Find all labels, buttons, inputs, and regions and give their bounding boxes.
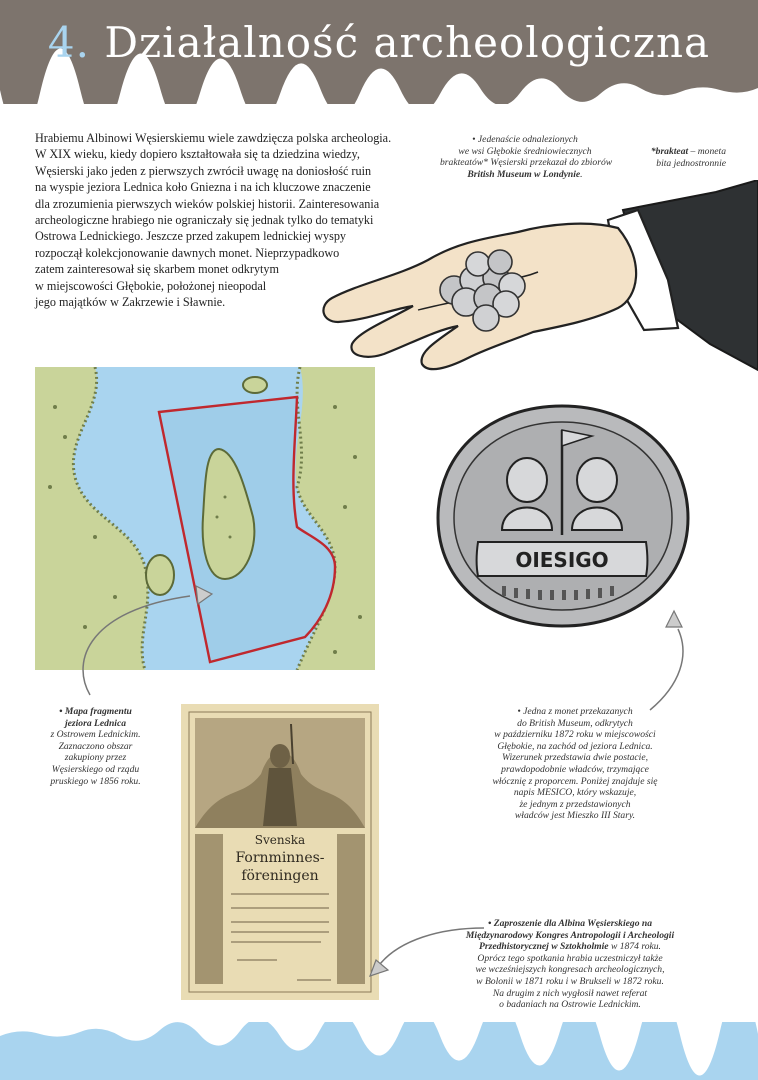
brakteat-footnote: *brakteat – moneta bita jednostronnie — [650, 146, 726, 169]
svg-text:Fornminnes-: Fornminnes- — [235, 850, 325, 866]
invitation-caption: • Zaproszenie dla Albina Węsierskiego na Międzynarodowy Kongres Antropologii i Archeologii Przedhistorycznej w Sztokholmie w 1874 roku. Oprócz tego spotkania hrabia uczestniczył także we wcześniejszych kongresach archeologicznych, w Bolonii w 1871 roku i w Brukseli w 1872 roku. Na drugim z nich wygłosił nawet referat o badaniach na Ostrowie Lednickim. — [465, 918, 675, 1011]
section-title: Działalność archeologiczna — [104, 18, 711, 67]
svg-text:Svenska: Svenska — [254, 833, 306, 847]
intro-line: Węsierski jako jeden z pierwszych zwrócił uwagę na doniosłość ruin — [35, 163, 372, 178]
footer-wave — [0, 1022, 758, 1080]
svg-text:föreningen: föreningen — [241, 868, 319, 884]
intro-line: zatem zainteresował się skarbem monet odkrytym — [35, 262, 280, 277]
intro-line: dla zrozumienia pierwszych wieków polskiej historii. Zainteresowania — [35, 196, 380, 211]
mesico-coin-illustration — [432, 400, 694, 632]
page-title — [0, 18, 758, 67]
map-caption: • Mapa fragmentu jeziora Lednica z Ostrowem Lednickim. Zaznaczono obszar zakupiony przez Węsierskiego od rządu pruskiego w 1856 roku. — [50, 706, 141, 787]
intro-line: W XIX wieku, kiedy dopiero kształtowała się ta dziedzina wiedzy, — [35, 147, 360, 162]
intro-line: Ostrowa Lednickiego. Jeszcze przed zakupem lednickiej wyspy — [35, 229, 347, 244]
section-number: 4. — [47, 18, 90, 67]
intro-line: w miejscowości Głębokie, położonej nieopodal — [35, 278, 267, 293]
coin-caption: • Jedna z monet przekazanych do British Museum, odkrytych w październiku 1872 roku w miejscowości Głębokie, na zachód od jeziora Lednica. Wizerunek przedstawia dwie postacie, prawdopodobnie władców, trzymające włócznię z proporcem. Poniżej znajduje się napis MESICO, który wskazuje, że jednym z przedstawionych władców jest Mieszko III Stary. — [492, 706, 658, 822]
coin-arrow — [610, 605, 700, 715]
intro-line: rozpoczął kolekcjonowanie dawnych monet. Nieprzypadkowo — [35, 245, 340, 260]
hand-with-coins-illustration — [318, 180, 758, 380]
intro-line: jego majątków w Zakrzewie i Sławnie. — [35, 295, 226, 310]
intro-line: archeologiczne hrabiego nie ograniczały się jednak tylko do tematyki — [35, 213, 374, 228]
header-banner — [0, 0, 758, 104]
intro-line: Hrabiemu Albinowi Węsierskiemu wiele zawdzięcza polska archeologia. — [35, 131, 392, 145]
intro-line: na wyspie jeziora Lednica koło Gniezna i na ich kluczowe znaczenie — [35, 180, 371, 195]
coin-inscription: OIESIGO — [515, 548, 609, 572]
map-arrow — [70, 580, 230, 700]
hand-caption: • Jedenaście odnalezionych we wsi Głębokie średniowiecznych brakteatów* Węsierski przekazał do zbiorów British Museum w Londynie. — [440, 134, 613, 180]
